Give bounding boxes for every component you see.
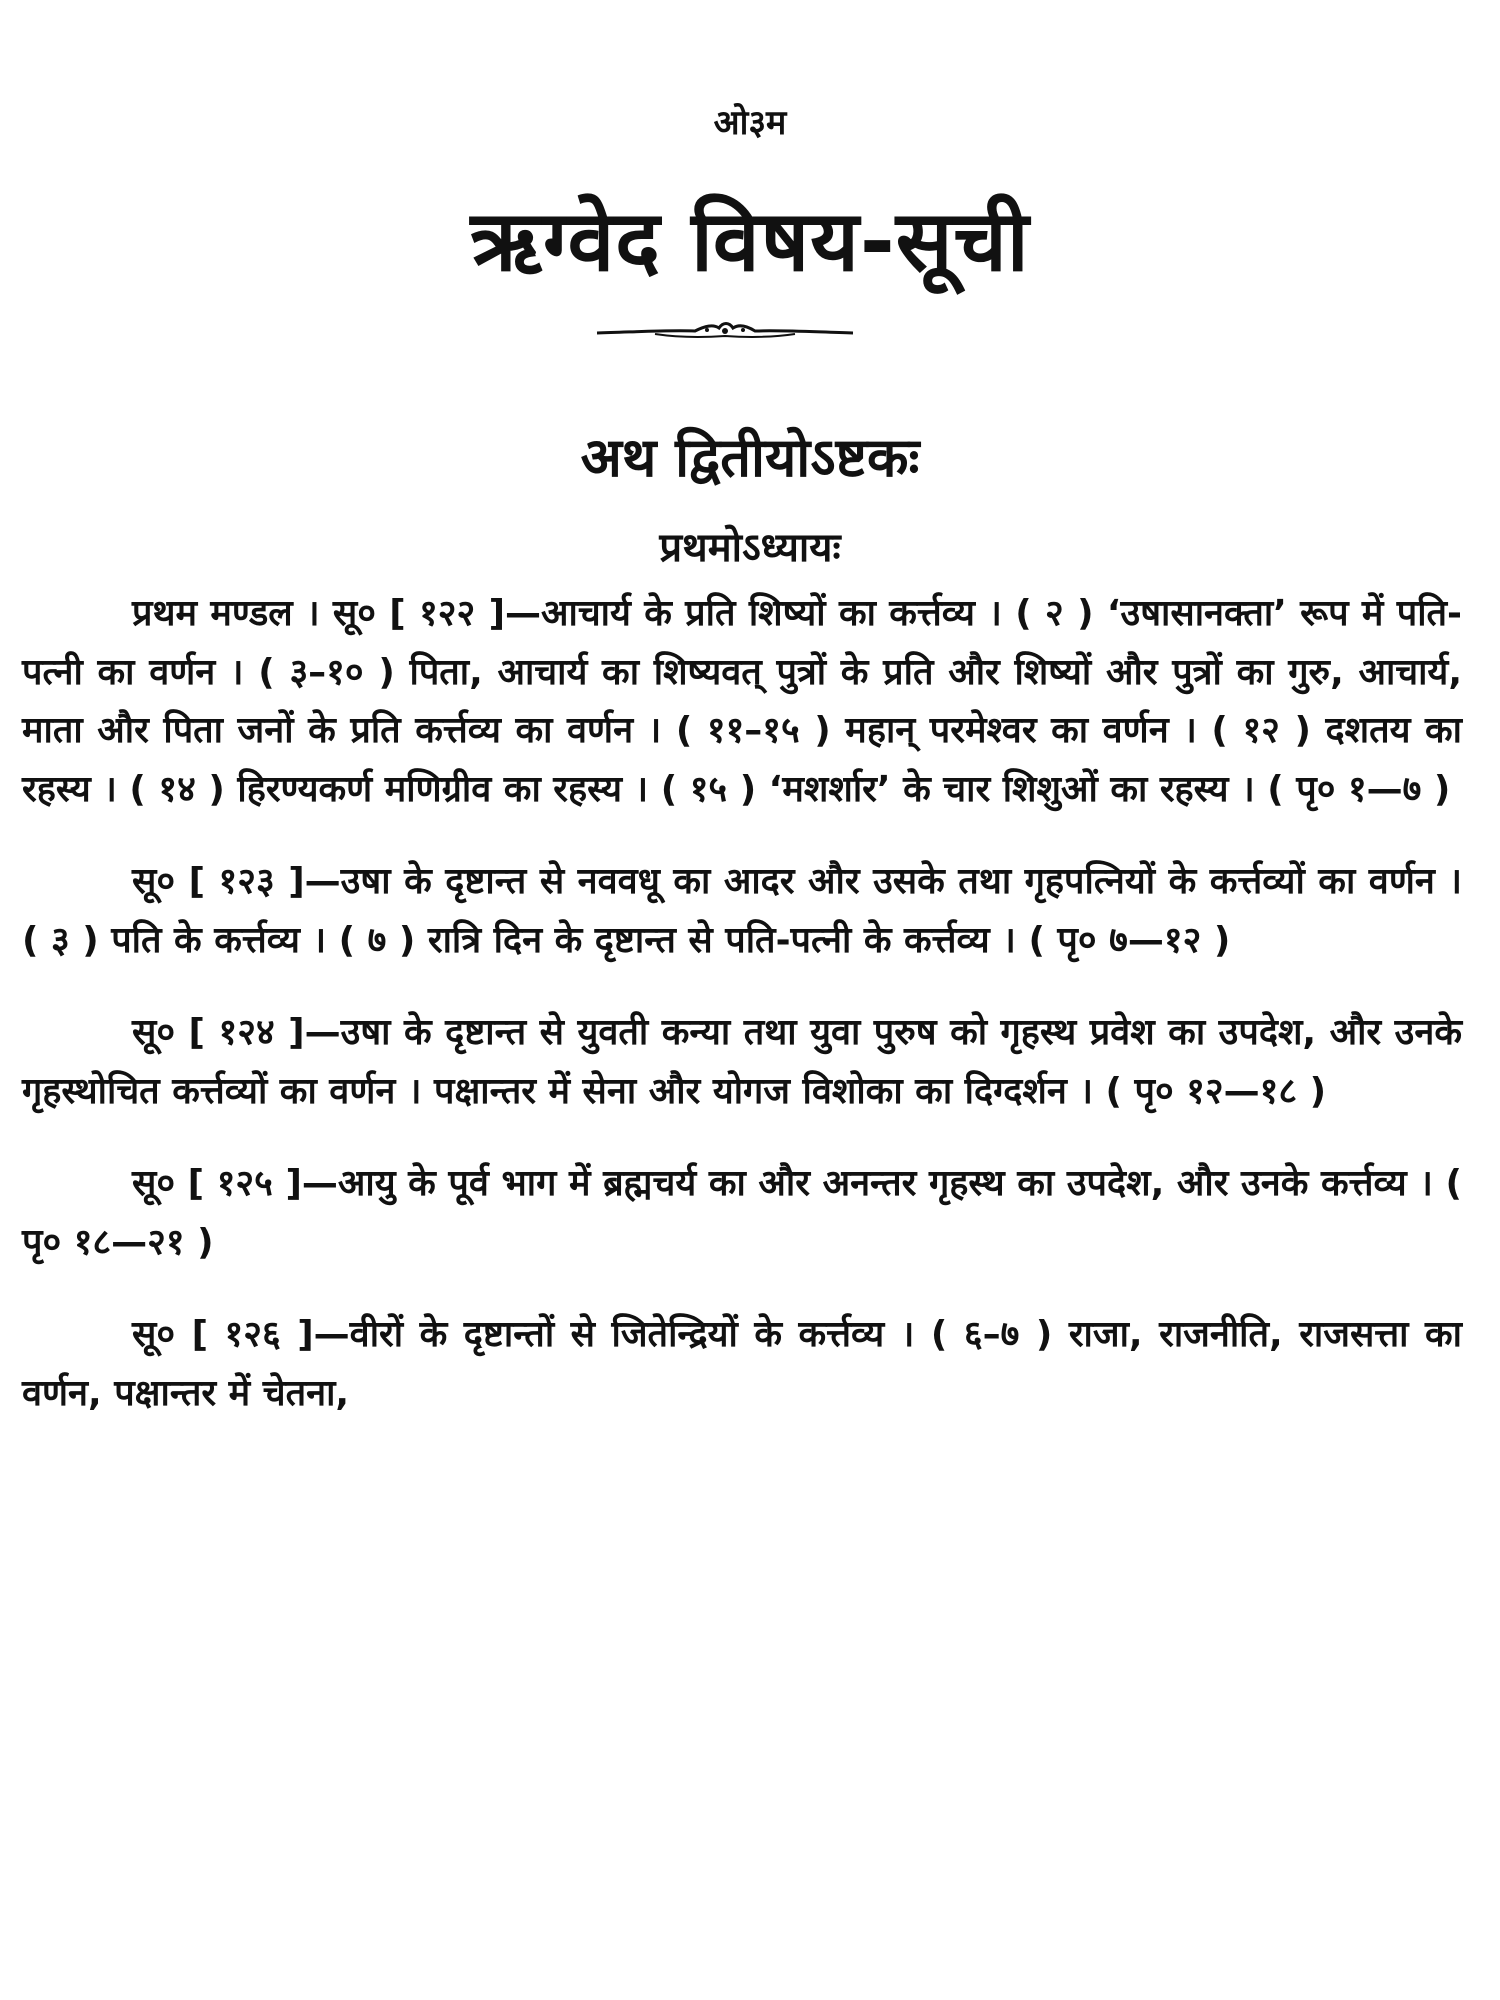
chapter-heading: प्रथमोऽध्यायः [659, 525, 841, 571]
contents-entry-125: सू० [ १२५ ]—आयु के पूर्व भाग में ब्रह्मचर्य का और अनन्तर गृहस्थ का उपदेश, और उनके कर्त्तव्य । ( पृ० १८—२१ ) [22, 1163, 1462, 1263]
contents-entry-126: सू० [ १२६ ]—वीरों के दृष्टान्तों से जितेन्द्रियों के कर्त्तव्य । ( ६–७ ) राजा, राजनीति, राजसत्ता का वर्णन, पक्षान्तर में चेतना, [22, 1314, 1462, 1414]
contents-entry-123: सू० [ १२३ ]—उषा के दृष्टान्त से नववधू का आदर और उसके तथा गृहपत्नियों के कर्त्तव्यों का वर्णन । ( ३ ) पति के कर्त्तव्य । ( ७ ) रात्रि दिन के दृष्टान्त से पति-पत्नी के कर्त्तव्य । ( पृ० ७—१२ ) [22, 861, 1462, 961]
invocation-om: ओ३म [713, 103, 787, 143]
contents-entry-122: प्रथम मण्डल । सू० [ १२२ ]—आचार्य के प्रति शिष्यों का कर्त्तव्य । ( २ ) ‘उषासानक्ता’ रूप में पति-पत्नी का वर्णन । ( ३–१० ) पिता, आचार्य का शिष्यवत् पुत्रों के प्रति और शिष्यों और पुत्रों का गुरु, आचार्य, माता और पिता जनों के प्रति कर्त्तव्य का वर्णन । ( ११–१५ ) महान् परमेश्वर का वर्णन । ( १२ ) दशतय का रहस्य । ( १४ ) हिरण्यकर्ण मणिग्रीव का रहस्य । ( १५ ) ‘मशर्शार’ के चार शिशुओं का रहस्य । ( पृ० १—७ ) [22, 593, 1462, 810]
page-title: ऋग्वेद विषय-सूची [470, 192, 1030, 290]
ornament-divider [595, 318, 855, 348]
contents-list [22, 585, 1462, 1457]
contents-entry-124: सू० [ १२४ ]—उषा के दृष्टान्त से युवती कन्या तथा युवा पुरुष को गृहस्थ प्रवेश का उपदेश, और उनके गृहस्थोचित कर्त्तव्यों का वर्णन । पक्षान्तर में सेना और योगज विशोका का दिग्दर्शन । ( पृ० १२—१८ ) [22, 1012, 1462, 1112]
section-heading: अथ द्वितीयोऽष्टकः [580, 426, 920, 489]
